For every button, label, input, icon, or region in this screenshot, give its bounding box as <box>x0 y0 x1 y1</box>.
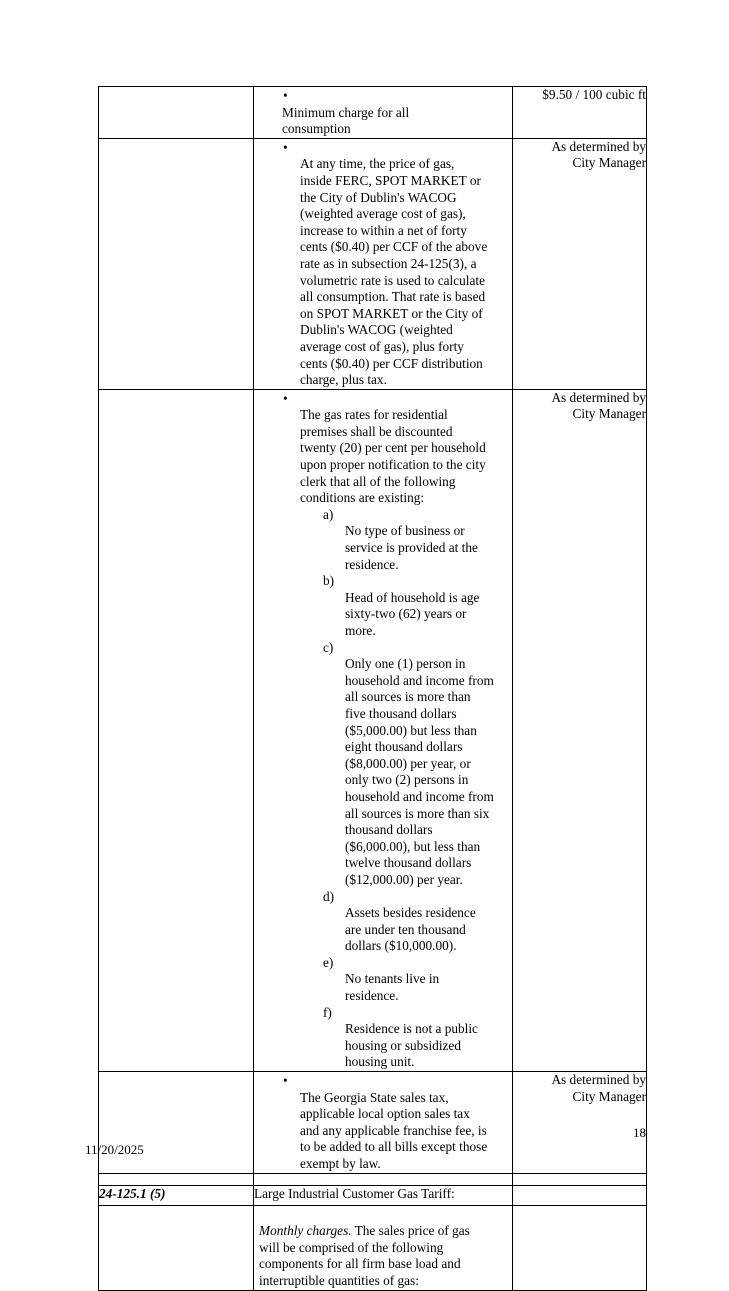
section-cell-empty <box>99 87 254 139</box>
rate-cell-empty <box>513 1205 647 1290</box>
section-cell-empty <box>99 138 254 389</box>
list-item-f <box>254 1005 512 1071</box>
bullet-item <box>254 1072 512 1173</box>
page-number: 18 <box>633 1125 646 1140</box>
table-row <box>99 1185 647 1205</box>
table-row <box>99 138 647 389</box>
list-text: Residence is not a public housing or subsidized housing unit. <box>345 1021 478 1070</box>
provision-text: Minimum charge for all consumption <box>282 104 410 137</box>
description-cell <box>254 389 513 1071</box>
description-cell <box>254 138 513 389</box>
list-text: Only one (1) person in household and income from all sources is more than five thousand dollars ($5,000.00) but less than eight thousand dollars ($8,000.00) per year, or only two (2) persons in household and income from all sources is more than six thousand dollars ($6,000.00), but less than twelve thousand dollars ($12,000.00) per year. <box>345 656 494 887</box>
bullet-icon: • <box>283 1073 288 1089</box>
list-label: e) <box>323 954 334 970</box>
description-cell-empty <box>254 1173 513 1185</box>
section-cell-empty <box>99 1205 254 1290</box>
monthly-charges-lead: Monthly charges. <box>259 1223 352 1239</box>
bullet-icon: • <box>283 390 288 406</box>
list-label: f) <box>323 1004 332 1020</box>
list-text: Head of household is age sixty-two (62) years or more. <box>345 589 480 638</box>
tariff-title-cell: Large Industrial Customer Gas Tariff: <box>254 1185 513 1205</box>
rate-cell: As determined by City Manager <box>513 389 647 1071</box>
list-item-a <box>254 507 512 573</box>
list-item-e <box>254 955 512 1005</box>
rate-cell-empty <box>513 1185 647 1205</box>
list-text: No tenants live in residence. <box>345 971 440 1004</box>
list-label: d) <box>323 888 335 904</box>
list-label: c) <box>323 639 334 655</box>
rate-cell: As determined by City Manager <box>513 1072 647 1174</box>
bullet-item <box>254 390 512 507</box>
footer-date: 11/20/2025 <box>85 1142 144 1157</box>
list-item-c <box>254 640 512 889</box>
description-cell <box>254 87 513 139</box>
bullet-item <box>254 139 512 389</box>
provision-text: At any time, the price of gas, inside FERC, SPOT MARKET or the City of Dublin's WACOG (weighted average cost of gas), increase to within a net of forty cents ($0.40) per CCF of the above rate as in subsection 24-125(3), a volumetric rate is used to calculate all consumption. That rate is based on SPOT MARKET or the City of Dublin's WACOG (weighted average cost of gas), plus forty cents ($0.40) per CCF distribution charge, plus tax. <box>300 156 488 388</box>
list-label: a) <box>323 506 334 522</box>
monthly-charges-paragraph <box>254 1206 512 1290</box>
monthly-charges-body: The sales price of gas will be comprised of the following components for all firm base load and interruptible quantities of gas: <box>259 1223 470 1288</box>
section-cell-empty <box>99 1173 254 1185</box>
bullet-icon: • <box>283 139 288 155</box>
list-text: Assets besides residence are under ten thousand dollars ($10,000.00). <box>345 905 476 954</box>
table-row <box>99 389 647 1071</box>
rate-cell: As determined by City Manager <box>513 138 647 389</box>
section-cell-empty <box>99 389 254 1071</box>
section-number-cell: 24-125.1 (5) <box>99 1185 254 1205</box>
table-row <box>99 1205 647 1290</box>
rate-cell: $9.50 / 100 cubic ft <box>513 87 647 139</box>
bullet-icon: • <box>283 88 288 103</box>
list-item-d <box>254 889 512 955</box>
provision-text: The Georgia State sales tax, applicable local option sales tax and any applicable franchise fee, is to be added to all bills except those exempt by law. <box>300 1089 488 1171</box>
list-text: No type of business or service is provided at the residence. <box>345 523 478 572</box>
description-cell <box>254 1205 513 1290</box>
table-row-spacer <box>99 1173 647 1185</box>
rate-cell-empty <box>513 1173 647 1185</box>
section-cell-empty <box>99 1072 254 1174</box>
table-row <box>99 1072 647 1174</box>
bullet-item <box>254 87 512 138</box>
table-row <box>99 87 647 139</box>
list-label: b) <box>323 573 335 589</box>
provision-text: The gas rates for residential premises shall be discounted twenty (20) per cent per household upon proper notification to the city clerk that all of the following conditions are existing: <box>300 407 486 506</box>
gas-tariff-table <box>98 86 647 1291</box>
list-item-b <box>254 573 512 639</box>
description-cell <box>254 1072 513 1174</box>
